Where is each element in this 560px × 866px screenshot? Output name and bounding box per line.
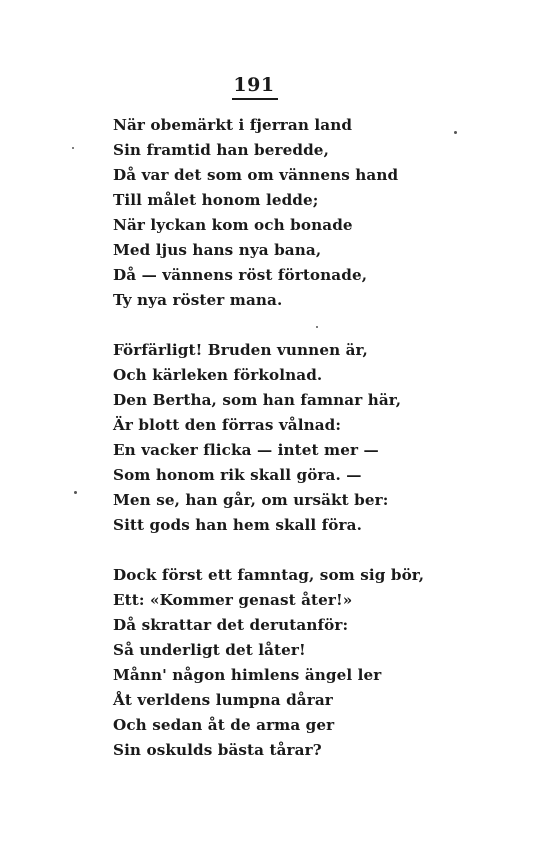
verse-line: Förfärligt! Bruden vunnen är,: [113, 341, 368, 359]
verse-line: Sitt gods han hem skall föra.: [113, 516, 362, 534]
verse-line: Månn' någon himlens ängel ler: [113, 666, 382, 684]
verse-line: Ty nya röster mana.: [113, 291, 283, 309]
verse-line: Och sedan åt de arma ger: [113, 716, 335, 734]
verse-line: Men se, han går, om ursäkt ber:: [113, 491, 389, 509]
stanza-2: [113, 338, 413, 538]
stanza-3: [113, 563, 425, 763]
verse-line: En vacker flicka — intet mer —: [113, 441, 379, 459]
print-speck: [72, 147, 74, 149]
verse-line: Dock först ett famntag, som sig bör,: [113, 566, 425, 584]
verse-line: Med ljus hans nya bana,: [113, 241, 322, 259]
print-speck: [316, 326, 318, 328]
verse-line: Så underligt det låter!: [113, 641, 306, 659]
verse-line: När obemärkt i fjerran land: [113, 116, 353, 134]
verse-line: När lyckan kom och bonade: [113, 216, 353, 234]
verse-line: Är blott den förras vålnad:: [113, 416, 342, 434]
verse-line: Som honom rik skall göra. —: [113, 466, 362, 484]
print-speck: [454, 131, 457, 134]
verse-line: Då skrattar det derutanför:: [113, 616, 349, 634]
verse-line: Åt verldens lumpna dårar: [113, 691, 333, 709]
print-speck: [74, 491, 77, 494]
verse-line: Sin oskulds bästa tårar?: [113, 741, 322, 759]
stanza-1: [113, 113, 413, 313]
verse-line: Till målet honom ledde;: [113, 191, 319, 209]
verse-line: Då var det som om vännens hand: [113, 166, 399, 184]
verse-line: Den Bertha, som han famnar här,: [113, 391, 402, 409]
verse-line: Då — vännens röst förtonade,: [113, 266, 368, 284]
page-number-underline: [232, 98, 278, 100]
page-number: 191: [233, 74, 275, 96]
verse-line: Och kärleken förkolnad.: [113, 366, 323, 384]
verse-line: Sin framtid han beredde,: [113, 141, 329, 159]
verse-line: Ett: «Kommer genast åter!»: [113, 591, 353, 609]
